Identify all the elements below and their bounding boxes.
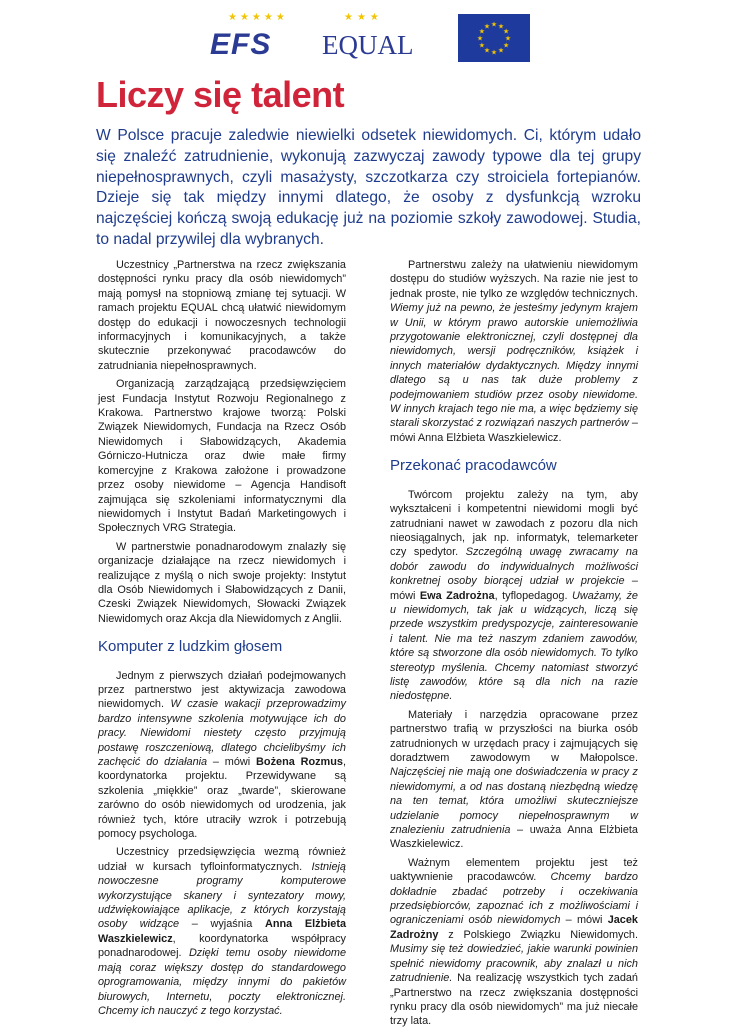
- equal-logo-text: EQUAL: [322, 30, 414, 60]
- left-column: [98, 258, 346, 1022]
- eu-flag-stars: [458, 14, 530, 62]
- body-paragraph: Jednym z pierwszych działań podejmowanych przez partnerstwo jest aktywizacja zawodowa niewidomych. W czasie wakacji przeprowadzimy bardzo intensywne szkolenia motywujące ich do pracy. Niewidomi niestety często przyjmują postawę roszczeniową, dlatego chcielibyśmy ich zachęcić do działania – mówi Bożena Rozmus, koordynatorka projektu. Przewidywane są szkolenia „miękkie” oraz „twarde”, skierowane zarówno do osób niewidomych od urodzenia, jak również tych, które utraciły wzrok i potrzebują pomocy psychologa.: [98, 669, 346, 841]
- eu-star-icon: ★: [497, 23, 505, 31]
- eu-star-icon: ★: [490, 49, 498, 57]
- efs-logo: [210, 12, 288, 64]
- efs-logo-text: EFS: [210, 28, 272, 61]
- equal-logo: [322, 12, 418, 64]
- equal-stars: ★★★: [344, 12, 383, 23]
- efs-stars: ★★★★★: [228, 12, 288, 23]
- body-paragraph: Materiały i narzędzia opracowane przez partnerstwo trafią w przyszłości na biurka osób zatrudnionych w urzędach pracy i zajmujących się doradztwem zawodowym w Małopolsce. Najczęściej nie mają one doświadczenia w pracy z niewidomymi, a od nas dostaną niezbędną wiedzę na ten temat, która umożliwi skuteczniejsze udzielanie pomocy niepełnosprawnym w znalezieniu zatrudnienia – uważa Anna Elżbieta Waszkielewicz.: [390, 708, 638, 851]
- section-heading: Przekonać pracodawców: [390, 457, 557, 475]
- body-paragraph: Uczestnicy przedsięwzięcia wezmą również udział w kursach tyfloinformatycznych. Istnieją nowoczesne programy komputerowe wykorzystujące skanery i syntezatory mowy, udźwiękowiające aplikacje, z których korzystają osoby widzące – wyjaśnia Anna Elżbieta Waszkielewicz, koordynatorka współpracy ponadnarodowej. Dzięki temu osoby niewidome mają coraz większy dostęp do standardowego oprogramowania, między innymi do pakietów biurowych, Internetu, poczty elektronicznej. Chcemy ich nauczyć z tego korzystać.: [98, 846, 347, 1017]
- article-title: Liczy się talent: [96, 74, 345, 115]
- right-column: [390, 258, 638, 1033]
- logos-bar: [210, 12, 530, 64]
- eu-star-icon: ★: [502, 42, 510, 50]
- body-paragraph: Organizacją zarządzającą przedsięwzięciem jest Fundacja Instytut Rozwoju Regionalnego z Krakowa. Partnerstwo krajowe tworzą: Polski Związek Niewidomych, Fundacja na Rzecz Osób Niewidomych i Słabowidzących, Akademia Górniczo-Hutnicza oraz dwie małe firmy komercyjne z Krakowa założone i prowadzone przez osoby niewidome – Agencja Handisoft zajmująca się szkoleniami informatycznymi dla niewidomych i Instytut Badań Marketingowych i Społecznych VRG Strategia.: [98, 378, 346, 535]
- section-heading: Komputer z ludzkim głosem: [98, 638, 283, 656]
- eu-star-icon: ★: [476, 35, 484, 43]
- eu-star-icon: ★: [490, 21, 498, 29]
- eu-flag-icon: [458, 14, 530, 62]
- eu-star-icon: ★: [504, 35, 512, 43]
- body-paragraph: Uczestnicy „Partnerstwa na rzecz zwiększania dostępności rynku pracy dla osób niewidomych” mają pomysł na stopniową zmianę tej sytuacji. W ramach projektu EQUAL chcą ułatwić niewidomym dostęp do edukacji i nowoczesnych technologii informacyjnych i komunikacyjnych, a także skutecznie przekonywać pracodawców do zatrudniania niepełnosprawnych.: [98, 259, 346, 372]
- eu-star-icon: ★: [483, 47, 491, 55]
- eu-star-icon: ★: [497, 47, 505, 55]
- lead-paragraph: W Polsce pracuje zaledwie niewielki odsetek niewidomych. Ci, którym udało się znaleźć zatrudnienie, wykonują zazwyczaj zawody typowe dla tej grupy niepełnosprawnych, czyli masażysty, szczotkarza czy stroiciela fortepianów. Dzieje się tak między innymi dlatego, że osoby z dysfunkcją wzroku najczęściej kończą swoją edukację już na poziomie szkoły zawodowej. Studia, to nadal przywilej dla wybranych.: [96, 127, 641, 248]
- body-paragraph: Partnerstwu zależy na ułatwieniu niewidomym dostępu do studiów wyższych. Na razie nie jest to jednak proste, nie tylko ze względów technicznych. Wiemy już na pewno, że jesteśmy jedynym krajem w Unii, w którym prawo autorskie uniemożliwia przygotowanie elektronicznej, czyli dostępnej dla niewidomych, wersji podręczników, książek i innych materiałów dydaktycznych. Między innymi dlatego są u nas tak duże problemy z podejmowaniem studiów przez osoby niewidome. W innych krajach tego nie ma, a więc będziemy się starali skorzystać z rozwiązań naszych partnerów – mówi Anna Elżbieta Waszkielewicz.: [390, 259, 638, 444]
- eu-star-icon: ★: [502, 28, 510, 36]
- eu-star-icon: ★: [478, 28, 486, 36]
- eu-star-icon: ★: [478, 42, 486, 50]
- body-paragraph: W partnerstwie ponadnarodowym znalazły się organizacje działające na rzecz niewidomych i realizujące z myślą o nich swoje projekty: Instytut dla Osób Niewidomych i Słabowidzących z Danii, Czeski Związek Niewidomych, Słowacki Związek Niewidomych oraz Akcja dla Niewidomych z Anglii.: [98, 540, 346, 625]
- body-paragraph: Twórcom projektu zależy na tym, aby wykształceni i kompetentni niewidomi mogli być zatrudniani nawet w zawodach z pozoru dla nich nieosiągalnych, jak np. informatyk, telemarketer czy spedytor. Szczególną uwagę zwracamy na dobór zawodu do indywidualnych możliwości konkretnej osoby biorącej udział w projekcie – mówi Ewa Zadrożna, tyflopedagog. Uważamy, że u niewidomych, tak jak u widzących, liczą się przede wszystkim predyspozycje, zainteresowanie i talent. Nie ma też naszym zdaniem zawodów, które są stworzone dla osób niewidomych. To tylko stereotyp myślenia. Chcemy natomiast stworzyć listę zawodów, które są dla nich na razie niedostępne.: [390, 488, 638, 703]
- eu-star-icon: ★: [483, 23, 491, 31]
- body-paragraph: Ważnym elementem projektu jest też uaktywnienie pracodawców. Chcemy bardzo dokładnie zbadać potrzeby i oczekiwania przedsiębiorców, zapoznać ich z możliwościami i ograniczeniami osób niewidomych – mówi Jacek Zadrożny z Polskiego Związku Niewidomych. Musimy się też dowiedzieć, jakie warunki powinien spełnić niewidomy pracownik, aby znalazł u nich zatrudnienie. Na realizację wszystkich tych zadań „Partnerstwo na rzecz zwiększania dostępności rynku pracy dla osób niewidomych” ma już niecałe trzy lata.: [390, 856, 638, 1028]
